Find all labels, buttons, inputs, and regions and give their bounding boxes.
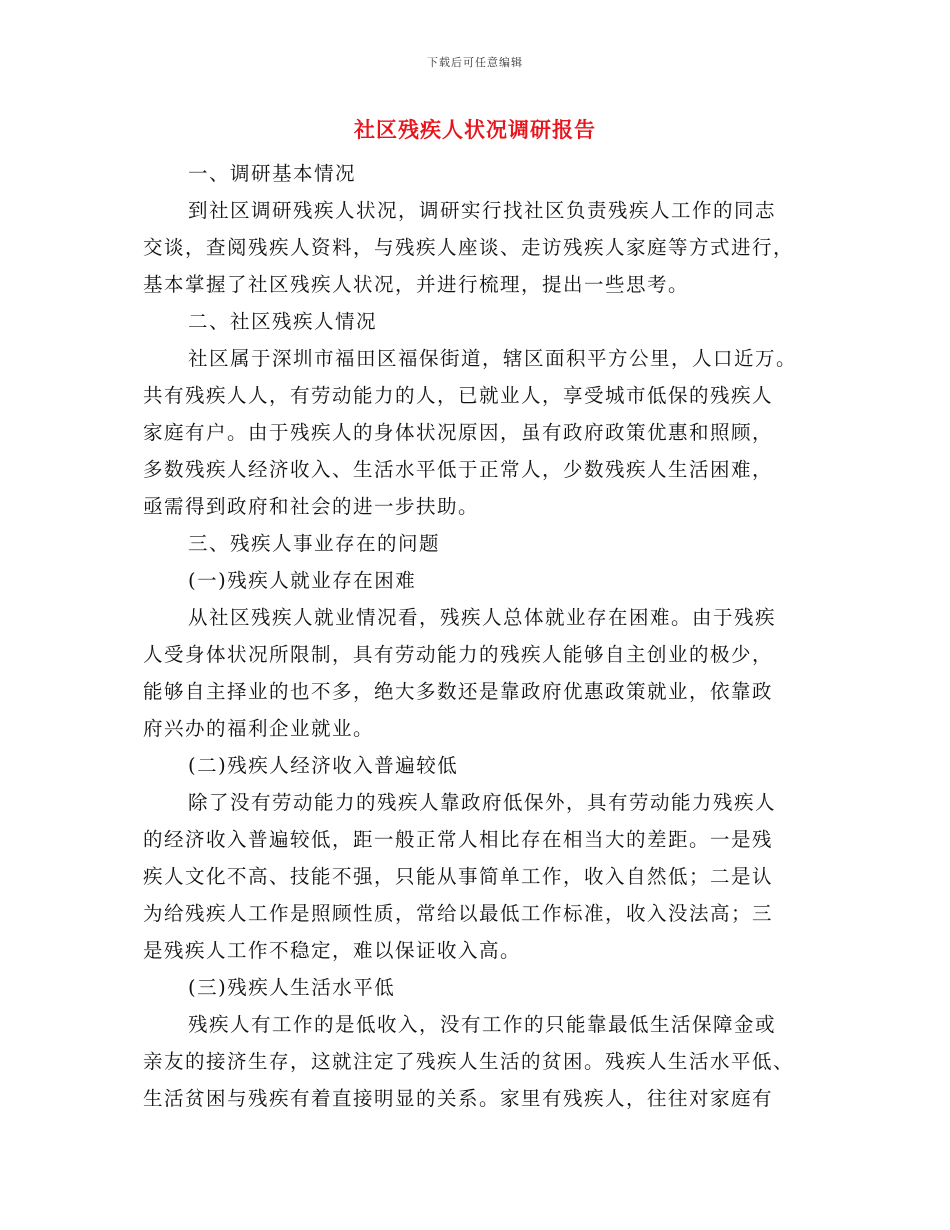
document-title: 社区残疾人状况调研报告 xyxy=(354,117,596,142)
body-line: 到社区调研残疾人状况，调研实行找社区负责残疾人工作的同志 xyxy=(188,199,777,222)
body-line: 疾人文化不高、技能不强，只能从事简单工作，收入自然低；二是认 xyxy=(143,865,774,888)
body-line: (二)残疾人经济收入普遍较低 xyxy=(188,754,459,777)
body-line: 府兴办的福利企业就业。 xyxy=(143,717,375,740)
body-line: 为给残疾人工作是照顾性质，常给以最低工作标准，收入没法高；三 xyxy=(143,902,774,925)
body-line: 社区属于深圳市福田区福保街道，辖区面积平方公里，人口近万。 xyxy=(188,347,798,370)
body-line: 亟需得到政府和社会的进一步扶助。 xyxy=(143,495,480,518)
body-line: 的经济收入普遍较低，距一般正常人相比存在相当大的差距。一是残 xyxy=(143,828,774,851)
body-line: 是残疾人工作不稳定，难以保证收入高。 xyxy=(143,939,522,962)
body-line: 三、残疾人事业存在的问题 xyxy=(188,532,441,555)
body-line: 残疾人有工作的是低收入，没有工作的只能靠最低生活保障金或 xyxy=(188,1013,777,1036)
document-body xyxy=(143,155,823,1117)
body-line: (三)残疾人生活水平低 xyxy=(188,976,396,999)
body-line: 亲友的接济生存，这就注定了残疾人生活的贫困。残疾人生活水平低、 xyxy=(143,1050,795,1073)
body-line: 共有残疾人人，有劳动能力的人，已就业人，享受城市低保的残疾人 xyxy=(143,384,774,407)
body-line: 能够自主择业的也不多，绝大多数还是靠政府优惠政策就业，依靠政 xyxy=(143,680,774,703)
body-line: 一、调研基本情况 xyxy=(188,162,357,185)
body-line: 多数残疾人经济收入、生活水平低于正常人，少数残疾人生活困难， xyxy=(143,458,774,481)
body-line: 除了没有劳动能力的残疾人靠政府低保外，具有劳动能力残疾人 xyxy=(188,791,777,814)
body-line: 二、社区残疾人情况 xyxy=(188,310,378,333)
body-line: (一)残疾人就业存在困难 xyxy=(188,569,417,592)
body-line: 交谈，查阅残疾人资料，与残疾人座谈、走访残疾人家庭等方式进行， xyxy=(143,236,795,259)
header-note: 下载后可任意编辑 xyxy=(427,56,523,69)
body-line: 人受身体状况所限制，具有劳动能力的残疾人能够自主创业的极少， xyxy=(143,643,774,666)
body-line: 家庭有户。由于残疾人的身体状况原因，虽有政府政策优惠和照顾， xyxy=(143,421,774,444)
body-line: 基本掌握了社区残疾人状况，并进行梳理，提出一些思考。 xyxy=(143,273,690,296)
body-line: 生活贫困与残疾有着直接明显的关系。家里有残疾人，往往对家庭有 xyxy=(143,1087,774,1110)
body-line: 从社区残疾人就业情况看，残疾人总体就业存在困难。由于残疾 xyxy=(188,606,777,629)
